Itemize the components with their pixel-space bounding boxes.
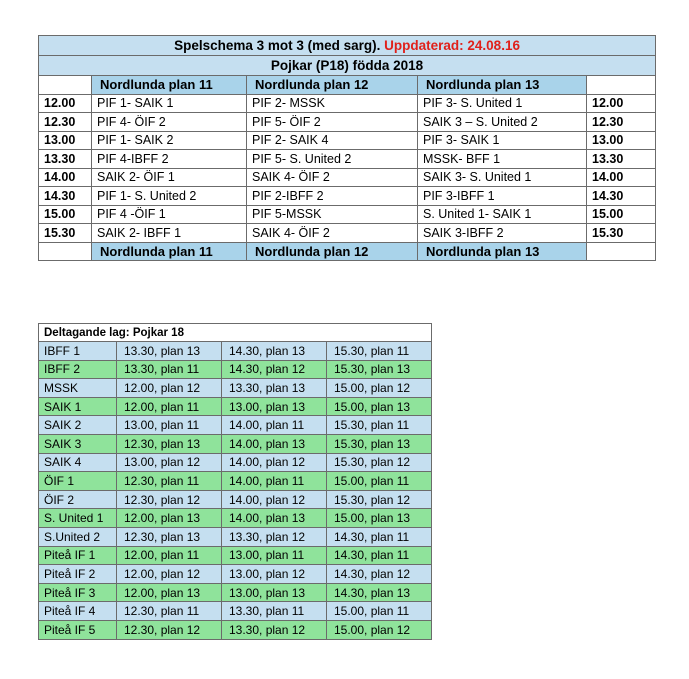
game-plan-13: PIF 3- S. United 1	[418, 94, 587, 113]
schedule-updated-date: Uppdaterad: 24.08.16	[384, 38, 520, 53]
team-game-3: 14.30, plan 13	[327, 583, 432, 602]
team-row	[39, 360, 432, 379]
team-name: Piteå IF 3	[39, 583, 117, 602]
team-game-1: 12.00, plan 13	[117, 583, 222, 602]
team-game-3: 15.00, plan 12	[327, 379, 432, 398]
team-name: IBFF 2	[39, 360, 117, 379]
team-game-2: 14.00, plan 12	[222, 490, 327, 509]
plan-header-row-bottom	[39, 242, 656, 261]
team-game-3: 15.30, plan 13	[327, 360, 432, 379]
plan-12-header: Nordlunda plan 12	[247, 76, 418, 95]
game-plan-12: SAIK 4- ÖIF 2	[247, 224, 418, 243]
team-game-3: 14.30, plan 11	[327, 527, 432, 546]
team-game-2: 14.30, plan 13	[222, 342, 327, 361]
plan-13-header: Nordlunda plan 13	[418, 76, 587, 95]
team-name: Piteå IF 4	[39, 602, 117, 621]
team-row	[39, 342, 432, 361]
schedule-title-main: Spelschema 3 mot 3 (med sarg).	[174, 38, 381, 53]
schedule-game-row	[39, 187, 656, 206]
game-time: 15.30	[39, 224, 92, 243]
team-game-2: 13.00, plan 11	[222, 546, 327, 565]
team-row	[39, 546, 432, 565]
team-name: ÖIF 2	[39, 490, 117, 509]
game-plan-13: S. United 1- SAIK 1	[418, 205, 587, 224]
team-name: S. United 1	[39, 509, 117, 528]
game-plan-13: SAIK 3-IBFF 2	[418, 224, 587, 243]
team-game-1: 12.30, plan 12	[117, 490, 222, 509]
team-game-2: 13.30, plan 12	[222, 620, 327, 639]
team-game-2: 13.30, plan 13	[222, 379, 327, 398]
team-game-2: 14.00, plan 11	[222, 416, 327, 435]
game-time-right: 15.00	[587, 205, 656, 224]
plan-header-row-top	[39, 76, 656, 95]
team-row	[39, 379, 432, 398]
participating-teams-table	[38, 323, 432, 640]
game-plan-13: SAIK 3- S. United 1	[418, 168, 587, 187]
game-time-right: 12.30	[587, 113, 656, 132]
team-row	[39, 509, 432, 528]
team-game-1: 13.30, plan 13	[117, 342, 222, 361]
empty-cell	[39, 242, 92, 261]
team-name: SAIK 2	[39, 416, 117, 435]
game-plan-11: PIF 1- SAIK 1	[92, 94, 247, 113]
team-game-3: 15.00, plan 13	[327, 509, 432, 528]
game-plan-11: SAIK 2- IBFF 1	[92, 224, 247, 243]
game-plan-13: SAIK 3 – S. United 2	[418, 113, 587, 132]
game-time-right: 14.30	[587, 187, 656, 206]
team-game-2: 13.30, plan 12	[222, 527, 327, 546]
game-plan-13: PIF 3- SAIK 1	[418, 131, 587, 150]
game-time: 13.30	[39, 150, 92, 169]
game-time-right: 12.00	[587, 94, 656, 113]
team-game-1: 12.00, plan 11	[117, 397, 222, 416]
team-name: Piteå IF 2	[39, 565, 117, 584]
game-time: 13.00	[39, 131, 92, 150]
empty-cell	[587, 76, 656, 95]
schedule-game-row	[39, 131, 656, 150]
game-schedule-table	[38, 35, 656, 261]
plan-11-footer: Nordlunda plan 11	[92, 242, 247, 261]
game-plan-12: PIF 5- S. United 2	[247, 150, 418, 169]
game-plan-11: SAIK 2- ÖIF 1	[92, 168, 247, 187]
team-game-3: 15.30, plan 12	[327, 490, 432, 509]
game-plan-13: PIF 3-IBFF 1	[418, 187, 587, 206]
game-plan-12: SAIK 4- ÖIF 2	[247, 168, 418, 187]
team-game-2: 14.00, plan 13	[222, 434, 327, 453]
team-game-3: 15.30, plan 11	[327, 342, 432, 361]
team-game-3: 15.00, plan 13	[327, 397, 432, 416]
team-game-2: 14.00, plan 12	[222, 453, 327, 472]
team-row	[39, 527, 432, 546]
team-name: SAIK 1	[39, 397, 117, 416]
team-game-1: 12.30, plan 12	[117, 620, 222, 639]
game-time-right: 15.30	[587, 224, 656, 243]
game-plan-12: PIF 2-IBFF 2	[247, 187, 418, 206]
team-row	[39, 602, 432, 621]
team-row	[39, 397, 432, 416]
team-row	[39, 620, 432, 639]
team-game-2: 13.00, plan 12	[222, 565, 327, 584]
team-game-1: 13.00, plan 12	[117, 453, 222, 472]
schedule-subtitle: Pojkar (P18) födda 2018	[39, 56, 656, 76]
team-game-1: 12.00, plan 12	[117, 565, 222, 584]
team-game-3: 14.30, plan 11	[327, 546, 432, 565]
plan-11-header: Nordlunda plan 11	[92, 76, 247, 95]
schedule-subtitle-row	[39, 56, 656, 76]
team-game-1: 13.00, plan 11	[117, 416, 222, 435]
team-name: Piteå IF 1	[39, 546, 117, 565]
team-row	[39, 434, 432, 453]
game-time: 14.30	[39, 187, 92, 206]
team-game-3: 14.30, plan 12	[327, 565, 432, 584]
game-plan-12: PIF 5- ÖIF 2	[247, 113, 418, 132]
team-game-2: 13.30, plan 11	[222, 602, 327, 621]
plan-12-footer: Nordlunda plan 12	[247, 242, 418, 261]
schedule-game-row	[39, 224, 656, 243]
team-game-3: 15.00, plan 11	[327, 472, 432, 491]
team-row	[39, 416, 432, 435]
team-game-1: 12.30, plan 11	[117, 472, 222, 491]
team-name: Piteå IF 5	[39, 620, 117, 639]
schedule-game-row	[39, 94, 656, 113]
team-game-3: 15.30, plan 13	[327, 434, 432, 453]
team-name: SAIK 3	[39, 434, 117, 453]
game-time: 14.00	[39, 168, 92, 187]
team-game-1: 12.30, plan 13	[117, 527, 222, 546]
team-game-1: 12.00, plan 13	[117, 509, 222, 528]
team-game-1: 12.30, plan 13	[117, 434, 222, 453]
game-plan-11: PIF 4-IBFF 2	[92, 150, 247, 169]
team-name: S.United 2	[39, 527, 117, 546]
teams-heading: Deltagande lag: Pojkar 18	[39, 324, 432, 342]
game-time-right: 13.00	[587, 131, 656, 150]
team-row	[39, 490, 432, 509]
game-plan-12: PIF 2- MSSK	[247, 94, 418, 113]
plan-13-footer: Nordlunda plan 13	[418, 242, 587, 261]
team-row	[39, 565, 432, 584]
schedule-game-row	[39, 113, 656, 132]
team-game-2: 14.00, plan 11	[222, 472, 327, 491]
team-name: IBFF 1	[39, 342, 117, 361]
team-game-1: 12.30, plan 11	[117, 602, 222, 621]
team-game-2: 13.00, plan 13	[222, 583, 327, 602]
schedule-title-row	[39, 36, 656, 56]
team-game-1: 12.00, plan 12	[117, 379, 222, 398]
empty-cell	[39, 76, 92, 95]
team-game-3: 15.30, plan 12	[327, 453, 432, 472]
game-time: 15.00	[39, 205, 92, 224]
game-time-right: 14.00	[587, 168, 656, 187]
game-plan-13: MSSK- BFF 1	[418, 150, 587, 169]
team-game-1: 13.30, plan 11	[117, 360, 222, 379]
schedule-game-row	[39, 168, 656, 187]
team-name: MSSK	[39, 379, 117, 398]
team-name: SAIK 4	[39, 453, 117, 472]
team-game-3: 15.00, plan 11	[327, 602, 432, 621]
game-plan-12: PIF 2- SAIK 4	[247, 131, 418, 150]
team-game-3: 15.30, plan 11	[327, 416, 432, 435]
team-name: ÖIF 1	[39, 472, 117, 491]
game-plan-11: PIF 1- SAIK 2	[92, 131, 247, 150]
team-row	[39, 472, 432, 491]
team-row	[39, 453, 432, 472]
teams-heading-row	[39, 324, 432, 342]
team-game-3: 15.00, plan 12	[327, 620, 432, 639]
empty-cell	[587, 242, 656, 261]
team-game-2: 13.00, plan 13	[222, 397, 327, 416]
game-plan-11: PIF 1- S. United 2	[92, 187, 247, 206]
team-row	[39, 583, 432, 602]
game-plan-11: PIF 4- ÖIF 2	[92, 113, 247, 132]
game-time: 12.30	[39, 113, 92, 132]
team-game-2: 14.00, plan 13	[222, 509, 327, 528]
team-game-2: 14.30, plan 12	[222, 360, 327, 379]
game-plan-12: PIF 5-MSSK	[247, 205, 418, 224]
schedule-title	[39, 36, 656, 56]
game-time: 12.00	[39, 94, 92, 113]
game-plan-11: PIF 4 -ÖIF 1	[92, 205, 247, 224]
schedule-game-row	[39, 150, 656, 169]
schedule-game-row	[39, 205, 656, 224]
team-game-1: 12.00, plan 11	[117, 546, 222, 565]
game-time-right: 13.30	[587, 150, 656, 169]
